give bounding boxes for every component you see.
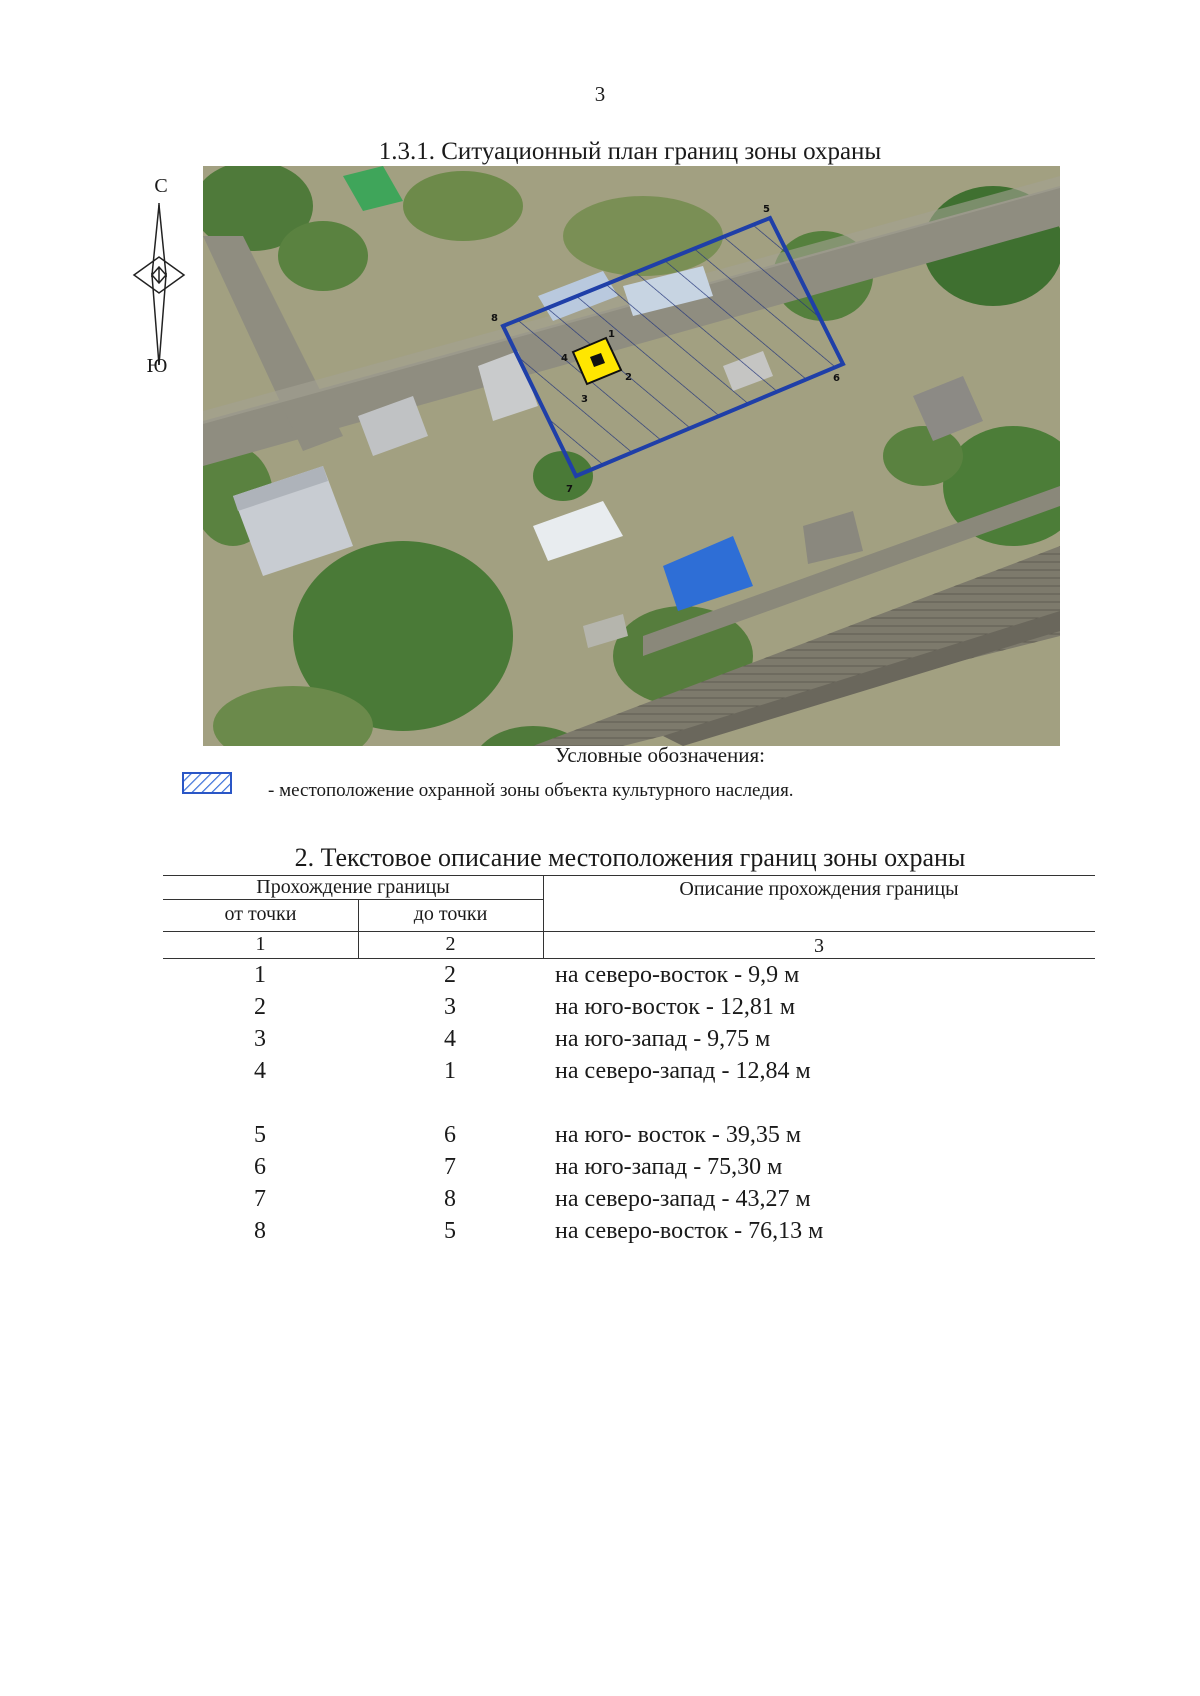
cell-to: 2 xyxy=(444,962,456,988)
cell-to: 5 xyxy=(444,1218,456,1244)
map-point-2: 2 xyxy=(625,372,632,383)
header-to: до точки xyxy=(413,903,488,925)
compass-rose-icon xyxy=(132,175,186,375)
cell-description: на северо-запад - 43,27 м xyxy=(555,1186,811,1212)
cell-to: 3 xyxy=(444,994,456,1020)
map-point-3: 3 xyxy=(581,394,588,405)
cell-from: 6 xyxy=(254,1154,266,1180)
table-rule xyxy=(163,931,1095,932)
cell-description: на северо-запад - 12,84 м xyxy=(555,1058,811,1084)
map-point-1: 1 xyxy=(608,329,615,340)
compass-south-label: Ю xyxy=(146,355,168,377)
cell-from: 1 xyxy=(254,962,266,988)
map-point-7: 7 xyxy=(566,484,573,495)
cell-description: на юго- восток - 39,35 м xyxy=(555,1122,802,1148)
cell-from: 8 xyxy=(254,1218,266,1244)
table-rule xyxy=(163,958,1095,959)
header-description: Описание прохождения границы xyxy=(679,878,959,900)
map-point-6: 6 xyxy=(833,373,840,384)
header-group: Прохождение границы xyxy=(256,876,450,898)
cell-to: 4 xyxy=(444,1026,456,1052)
cell-description: на северо-восток - 9,9 м xyxy=(555,962,800,988)
map-point-5: 5 xyxy=(763,204,770,215)
cell-to: 1 xyxy=(444,1058,456,1084)
plan-title: 1.3.1. Ситуационный план границ зоны охраны xyxy=(378,138,882,165)
map-point-8: 8 xyxy=(491,313,498,324)
cell-description: на юго-запад - 9,75 м xyxy=(555,1026,771,1052)
cell-description: на северо-восток - 76,13 м xyxy=(555,1218,824,1244)
cell-from: 2 xyxy=(254,994,266,1020)
compass-north-label: С xyxy=(154,175,168,197)
header-from: от точки xyxy=(224,903,297,925)
column-number: 2 xyxy=(445,933,456,955)
cell-to: 6 xyxy=(444,1122,456,1148)
map-point-4: 4 xyxy=(561,353,568,364)
column-number: 1 xyxy=(255,933,266,955)
cell-to: 7 xyxy=(444,1154,456,1180)
situational-map xyxy=(203,166,1060,746)
cell-from: 5 xyxy=(254,1122,266,1148)
table-rule xyxy=(163,899,543,900)
cell-to: 8 xyxy=(444,1186,456,1212)
cell-from: 4 xyxy=(254,1058,266,1084)
cell-description: на юго-запад - 75,30 м xyxy=(555,1154,783,1180)
hatched-blue-rectangle-icon xyxy=(182,772,232,794)
cell-from: 7 xyxy=(254,1186,266,1212)
page-number: 3 xyxy=(594,82,606,106)
section-title: 2. Текстовое описание местоположения границ зоны охраны xyxy=(294,843,966,872)
legend-title: Условные обозначения: xyxy=(554,743,766,767)
legend-item-text: - местоположение охранной зоны объекта культурного наследия. xyxy=(268,780,794,801)
column-number: 3 xyxy=(814,935,824,957)
cell-description: на юго-восток - 12,81 м xyxy=(555,994,796,1020)
cell-from: 3 xyxy=(254,1026,266,1052)
